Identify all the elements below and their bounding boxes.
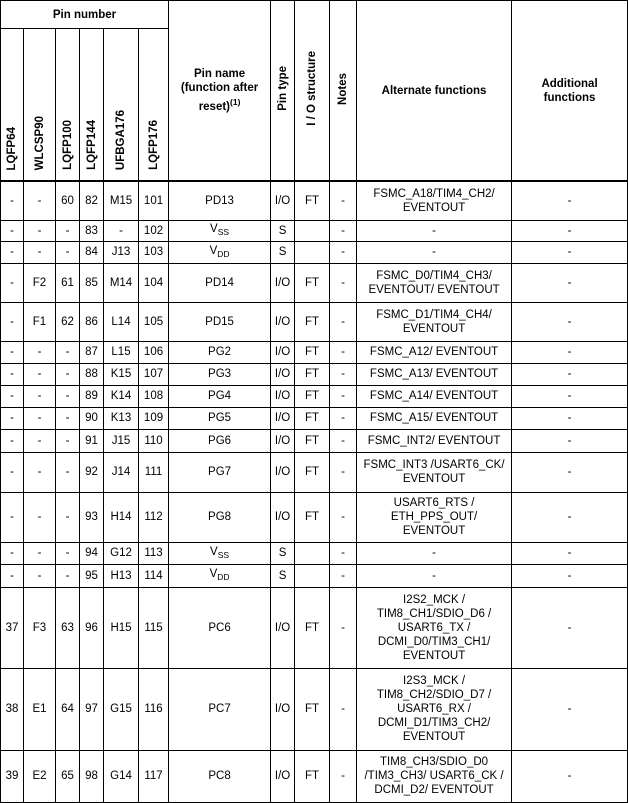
pin-name-cell — [169, 564, 271, 587]
pin-number-cell: 116 — [139, 668, 169, 750]
notes-cell: - — [330, 363, 357, 385]
pin-number-cell: 87 — [80, 341, 104, 363]
notes-cell: - — [330, 564, 357, 587]
pin-name: PG8 — [208, 511, 232, 523]
pin-name-cell — [169, 429, 271, 452]
pin-number-cell: F1 — [24, 302, 56, 341]
alternate-functions-cell: FSMC_D0/TIM4_CH3/ EVENTOUT/ EVENTOUT — [357, 263, 512, 302]
pin-number-cell: 85 — [80, 263, 104, 302]
pin-number-cell: - — [1, 407, 24, 429]
pin-name-cell — [169, 668, 271, 750]
pin-number-cell: - — [1, 452, 24, 492]
io-structure-cell: FT — [295, 429, 330, 452]
pin-number-cell: 94 — [80, 542, 104, 564]
pin-number-cell: - — [1, 385, 24, 407]
additional-functions-cell: - — [512, 220, 628, 241]
pin-name: PG7 — [208, 466, 232, 478]
table-row — [1, 407, 628, 429]
pin-name-cell — [169, 363, 271, 385]
pin-number-cell: - — [104, 220, 139, 241]
pin-number-cell: - — [1, 363, 24, 385]
pin-number-cell: H13 — [104, 564, 139, 587]
pin-type-cell: I/O — [271, 363, 295, 385]
pin-name-header — [169, 1, 271, 182]
pin-number-cell: 91 — [80, 429, 104, 452]
notes-cell: - — [330, 181, 357, 220]
pin-type-header — [271, 1, 295, 182]
alternate-functions-cell: FSMC_INT2/ EVENTOUT — [357, 429, 512, 452]
package-header-lqfp100 — [56, 29, 80, 182]
pin-name-cell — [169, 385, 271, 407]
notes-cell: - — [330, 668, 357, 750]
package-header-wlcsp90 — [24, 29, 56, 182]
additional-functions-cell: - — [512, 385, 628, 407]
table-row — [1, 385, 628, 407]
pin-name-cell — [169, 220, 271, 241]
pin-number-cell: 39 — [1, 750, 24, 802]
alternate-functions-cell: FSMC_INT3 /USART6_CK/ EVENTOUT — [357, 452, 512, 492]
notes-cell: - — [330, 407, 357, 429]
pin-number-cell: 98 — [80, 750, 104, 802]
pin-number-cell: - — [1, 564, 24, 587]
pin-number-cell: - — [24, 452, 56, 492]
pin-name-cell — [169, 750, 271, 802]
pin-number-cell: - — [56, 452, 80, 492]
io-structure-header-text: I / O structure — [306, 51, 319, 126]
pin-name-cell — [169, 452, 271, 492]
pin-type-cell: I/O — [271, 181, 295, 220]
additional-functions-cell: - — [512, 668, 628, 750]
io-structure-cell: FT — [295, 263, 330, 302]
pin-name: PG5 — [208, 412, 232, 424]
pin-number-cell: - — [1, 429, 24, 452]
alternate-functions-cell: I2S2_MCK / TIM8_CH1/SDIO_D6 / USART6_TX / DCMI_D0/TIM3_CH1/ EVENTOUT — [357, 587, 512, 668]
pin-number-cell: M15 — [104, 181, 139, 220]
alternate-functions-cell: - — [357, 241, 512, 263]
alternate-functions-cell: I2S3_MCK / TIM8_CH2/SDIO_D7 / USART6_RX / DCMI_D1/TIM3_CH2/ EVENTOUT — [357, 668, 512, 750]
pin-name-cell — [169, 241, 271, 263]
io-structure-cell: FT — [295, 181, 330, 220]
pin-number-cell: H14 — [104, 492, 139, 542]
pin-number-cell: - — [56, 564, 80, 587]
pin-number-cell: - — [56, 220, 80, 241]
package-label: WLCSP90 — [33, 115, 46, 170]
package-header-lqfp144 — [80, 29, 104, 182]
pin-type-cell: S — [271, 564, 295, 587]
alternate-functions-cell: FSMC_A12/ EVENTOUT — [357, 341, 512, 363]
pin-number-cell: 83 — [80, 220, 104, 241]
pin-number-cell: - — [24, 564, 56, 587]
pin-number-cell: G15 — [104, 668, 139, 750]
alternate-functions-cell: USART6_RTS / ETH_PPS_OUT/ EVENTOUT — [357, 492, 512, 542]
pin-name: PG3 — [208, 368, 232, 380]
table-row — [1, 363, 628, 385]
pin-name: V — [209, 568, 218, 580]
table-row — [1, 220, 628, 241]
additional-functions-cell: - — [512, 452, 628, 492]
pin-number-cell: 86 — [80, 302, 104, 341]
pin-number-cell: M14 — [104, 263, 139, 302]
pin-number-cell: 107 — [139, 363, 169, 385]
pin-name-cell — [169, 263, 271, 302]
pin-number-cell: 63 — [56, 587, 80, 668]
notes-cell: - — [330, 241, 357, 263]
alternate-functions-cell: FSMC_A14/ EVENTOUT — [357, 385, 512, 407]
notes-header-text: Notes — [337, 72, 350, 105]
pin-name-cell — [169, 587, 271, 668]
io-structure-cell — [295, 220, 330, 241]
pin-number-cell: - — [56, 385, 80, 407]
pin-type-cell: I/O — [271, 587, 295, 668]
io-structure-header — [295, 1, 330, 182]
pin-number-cell: 106 — [139, 341, 169, 363]
notes-cell: - — [330, 452, 357, 492]
pin-number-cell: - — [24, 241, 56, 263]
table-row — [1, 542, 628, 564]
pin-number-cell: K13 — [104, 407, 139, 429]
pin-number-cell: 84 — [80, 241, 104, 263]
pin-name: V — [210, 545, 218, 558]
pin-name-subscript: DD — [217, 248, 230, 259]
pin-type-cell: I/O — [271, 429, 295, 452]
alternate-functions-cell: TIM8_CH3/SDIO_D0 /TIM3_CH3/ USART6_CK / DCMI_D2/ EVENTOUT — [357, 750, 512, 802]
table-row — [1, 668, 628, 750]
notes-cell: - — [330, 302, 357, 341]
pin-number-cell: - — [24, 341, 56, 363]
pin-number-cell: 82 — [80, 181, 104, 220]
io-structure-cell: FT — [295, 302, 330, 341]
alternate-functions-cell: - — [357, 564, 512, 587]
pin-number-cell: - — [24, 385, 56, 407]
footnote-ref[interactable]: (1) — [230, 97, 241, 108]
table-row — [1, 587, 628, 668]
pin-number-cell: - — [56, 407, 80, 429]
pin-type-cell: I/O — [271, 452, 295, 492]
pin-name-cell — [169, 542, 271, 564]
pin-type-cell: S — [271, 241, 295, 263]
pin-number-cell: 114 — [139, 564, 169, 587]
additional-functions-cell: - — [512, 429, 628, 452]
pin-number-cell: 103 — [139, 241, 169, 263]
pin-number-cell: 111 — [139, 452, 169, 492]
pin-type-cell: I/O — [271, 385, 295, 407]
pin-name: PD13 — [205, 194, 234, 207]
pin-number-cell: - — [56, 241, 80, 263]
pin-number-cell: - — [24, 429, 56, 452]
table-body — [1, 181, 628, 802]
pin-number-cell: - — [56, 429, 80, 452]
pin-number-cell: 102 — [139, 220, 169, 241]
pin-number-cell: - — [1, 220, 24, 241]
pin-number-cell: 61 — [56, 263, 80, 302]
pin-number-cell: 88 — [80, 363, 104, 385]
table-row — [1, 341, 628, 363]
pin-number-cell: F2 — [24, 263, 56, 302]
pin-type-cell: I/O — [271, 668, 295, 750]
pin-name-header-text: Pin name (function after reset) — [180, 68, 259, 113]
notes-header — [330, 1, 357, 182]
pin-number-cell: G14 — [104, 750, 139, 802]
pin-type-cell: I/O — [271, 750, 295, 802]
pin-type-cell: I/O — [271, 492, 295, 542]
pin-number-cell: L14 — [104, 302, 139, 341]
additional-functions-cell: - — [512, 564, 628, 587]
io-structure-cell: FT — [295, 407, 330, 429]
pin-name-cell — [169, 407, 271, 429]
pin-name: PC8 — [208, 770, 231, 782]
alternate-functions-header: Alternate functions — [357, 1, 512, 182]
package-label: UFBGA176 — [115, 109, 127, 170]
pin-number-cell: - — [24, 363, 56, 385]
pin-number-cell: - — [56, 542, 80, 564]
io-structure-cell — [295, 241, 330, 263]
table-row — [1, 181, 628, 220]
pin-number-cell: 104 — [139, 263, 169, 302]
alternate-functions-cell: - — [357, 220, 512, 241]
package-label: LQFP100 — [61, 120, 74, 170]
pin-number-cell: 95 — [80, 564, 104, 587]
io-structure-cell: FT — [295, 341, 330, 363]
pin-number-cell: 89 — [80, 385, 104, 407]
pin-name: PG2 — [208, 346, 232, 358]
io-structure-cell: FT — [295, 750, 330, 802]
alternate-functions-cell: FSMC_A13/ EVENTOUT — [357, 363, 512, 385]
pin-number-header: Pin number — [1, 1, 169, 29]
pin-number-cell: - — [1, 241, 24, 263]
pin-number-cell: 38 — [1, 668, 24, 750]
pin-number-cell: - — [56, 492, 80, 542]
alternate-functions-cell: FSMC_D1/TIM4_CH4/ EVENTOUT — [357, 302, 512, 341]
io-structure-cell: FT — [295, 492, 330, 542]
package-header-lqfp64 — [1, 29, 24, 182]
alternate-functions-cell: FSMC_A18/TIM4_CH2/ EVENTOUT — [357, 181, 512, 220]
notes-cell: - — [330, 429, 357, 452]
pin-number-cell: - — [1, 302, 24, 341]
additional-functions-cell: - — [512, 363, 628, 385]
package-header-ufbga176 — [104, 29, 139, 182]
io-structure-cell: FT — [295, 363, 330, 385]
pin-type-cell: I/O — [271, 263, 295, 302]
package-header-lqfp176 — [139, 29, 169, 182]
pin-number-cell: 112 — [139, 492, 169, 542]
pin-number-cell: 90 — [80, 407, 104, 429]
pin-name-cell — [169, 341, 271, 363]
pin-number-cell: 60 — [56, 181, 80, 220]
additional-functions-cell: - — [512, 302, 628, 341]
pin-number-cell: 65 — [56, 750, 80, 802]
pin-name-cell — [169, 492, 271, 542]
pin-number-cell: 109 — [139, 407, 169, 429]
pin-number-cell: J15 — [104, 429, 139, 452]
pin-number-cell: 117 — [139, 750, 169, 802]
pin-number-cell: - — [1, 263, 24, 302]
pin-type-cell: I/O — [271, 341, 295, 363]
pin-number-cell: E1 — [24, 668, 56, 750]
pin-number-cell: F3 — [24, 587, 56, 668]
pin-number-cell: - — [24, 220, 56, 241]
pin-number-cell: 97 — [80, 668, 104, 750]
pin-number-cell: 37 — [1, 587, 24, 668]
pin-name-subscript: DD — [217, 572, 230, 582]
additional-functions-cell: - — [512, 241, 628, 263]
table-row — [1, 564, 628, 587]
pin-number-cell: - — [24, 181, 56, 220]
pin-number-cell: 64 — [56, 668, 80, 750]
io-structure-cell: FT — [295, 385, 330, 407]
pin-number-cell: K14 — [104, 385, 139, 407]
io-structure-cell: FT — [295, 452, 330, 492]
pin-type-cell: I/O — [271, 407, 295, 429]
additional-functions-cell: - — [512, 407, 628, 429]
table-row — [1, 492, 628, 542]
pin-name-cell — [169, 302, 271, 341]
pin-type-cell: S — [271, 542, 295, 564]
table-row — [1, 750, 628, 802]
pin-number-cell: J13 — [104, 241, 139, 263]
pin-type-header-text: Pin type — [276, 66, 289, 111]
additional-functions-cell: - — [512, 492, 628, 542]
table-row — [1, 452, 628, 492]
package-label: LQFP176 — [147, 120, 160, 170]
pin-number-cell: 101 — [139, 181, 169, 220]
additional-functions-cell: - — [512, 263, 628, 302]
notes-cell: - — [330, 542, 357, 564]
pin-number-cell: 108 — [139, 385, 169, 407]
additional-functions-cell: - — [512, 750, 628, 802]
additional-functions-cell: - — [512, 181, 628, 220]
pin-number-cell: G12 — [104, 542, 139, 564]
pin-name: V — [210, 223, 218, 235]
pin-number-cell: 115 — [139, 587, 169, 668]
pin-name: PD14 — [205, 276, 234, 289]
pin-number-cell: - — [24, 492, 56, 542]
pin-number-cell: 62 — [56, 302, 80, 341]
pin-number-cell: 113 — [139, 542, 169, 564]
pin-number-cell: - — [24, 407, 56, 429]
table-row — [1, 241, 628, 263]
io-structure-cell: FT — [295, 668, 330, 750]
package-label: LQFP144 — [85, 120, 98, 170]
notes-cell: - — [330, 220, 357, 241]
pin-name-subscript: SS — [217, 227, 230, 237]
notes-cell: - — [330, 263, 357, 302]
pin-number-cell: 92 — [80, 452, 104, 492]
notes-cell: - — [330, 385, 357, 407]
alternate-functions-cell: - — [357, 542, 512, 564]
pin-name-subscript: SS — [217, 549, 230, 560]
pin-number-cell: E2 — [24, 750, 56, 802]
io-structure-cell: FT — [295, 587, 330, 668]
table-row — [1, 302, 628, 341]
notes-cell: - — [330, 587, 357, 668]
io-structure-cell — [295, 564, 330, 587]
pin-number-cell: 93 — [80, 492, 104, 542]
pin-number-cell: 105 — [139, 302, 169, 341]
pin-number-cell: J14 — [104, 452, 139, 492]
pin-number-cell: - — [1, 492, 24, 542]
pin-type-cell: I/O — [271, 302, 295, 341]
table-row — [1, 263, 628, 302]
pin-number-cell: 110 — [139, 429, 169, 452]
pin-number-cell: - — [24, 542, 56, 564]
pin-name: V — [209, 244, 218, 257]
pin-number-cell: 96 — [80, 587, 104, 668]
notes-cell: - — [330, 492, 357, 542]
pin-number-cell: H15 — [104, 587, 139, 668]
pin-name: PG4 — [208, 390, 232, 402]
additional-functions-cell: - — [512, 542, 628, 564]
pin-number-cell: K15 — [104, 363, 139, 385]
io-structure-cell — [295, 542, 330, 564]
pin-number-cell: L15 — [104, 341, 139, 363]
pin-name: PC7 — [208, 703, 231, 715]
pin-number-cell: - — [56, 363, 80, 385]
pin-number-cell: - — [1, 181, 24, 220]
table-row — [1, 429, 628, 452]
pin-number-cell: - — [1, 542, 24, 564]
alternate-functions-cell: FSMC_A15/ EVENTOUT — [357, 407, 512, 429]
notes-cell: - — [330, 341, 357, 363]
additional-functions-header: Additional functions — [512, 1, 628, 182]
package-label: LQFP64 — [6, 126, 18, 170]
additional-functions-cell: - — [512, 341, 628, 363]
pin-name: PD15 — [205, 315, 234, 328]
notes-cell: - — [330, 750, 357, 802]
pin-number-cell: - — [56, 341, 80, 363]
pin-number-cell: - — [1, 341, 24, 363]
pin-name-cell — [169, 181, 271, 220]
pin-type-cell: S — [271, 220, 295, 241]
additional-functions-cell: - — [512, 587, 628, 668]
pin-name: PG6 — [208, 434, 232, 447]
pin-name: PC6 — [208, 621, 231, 634]
